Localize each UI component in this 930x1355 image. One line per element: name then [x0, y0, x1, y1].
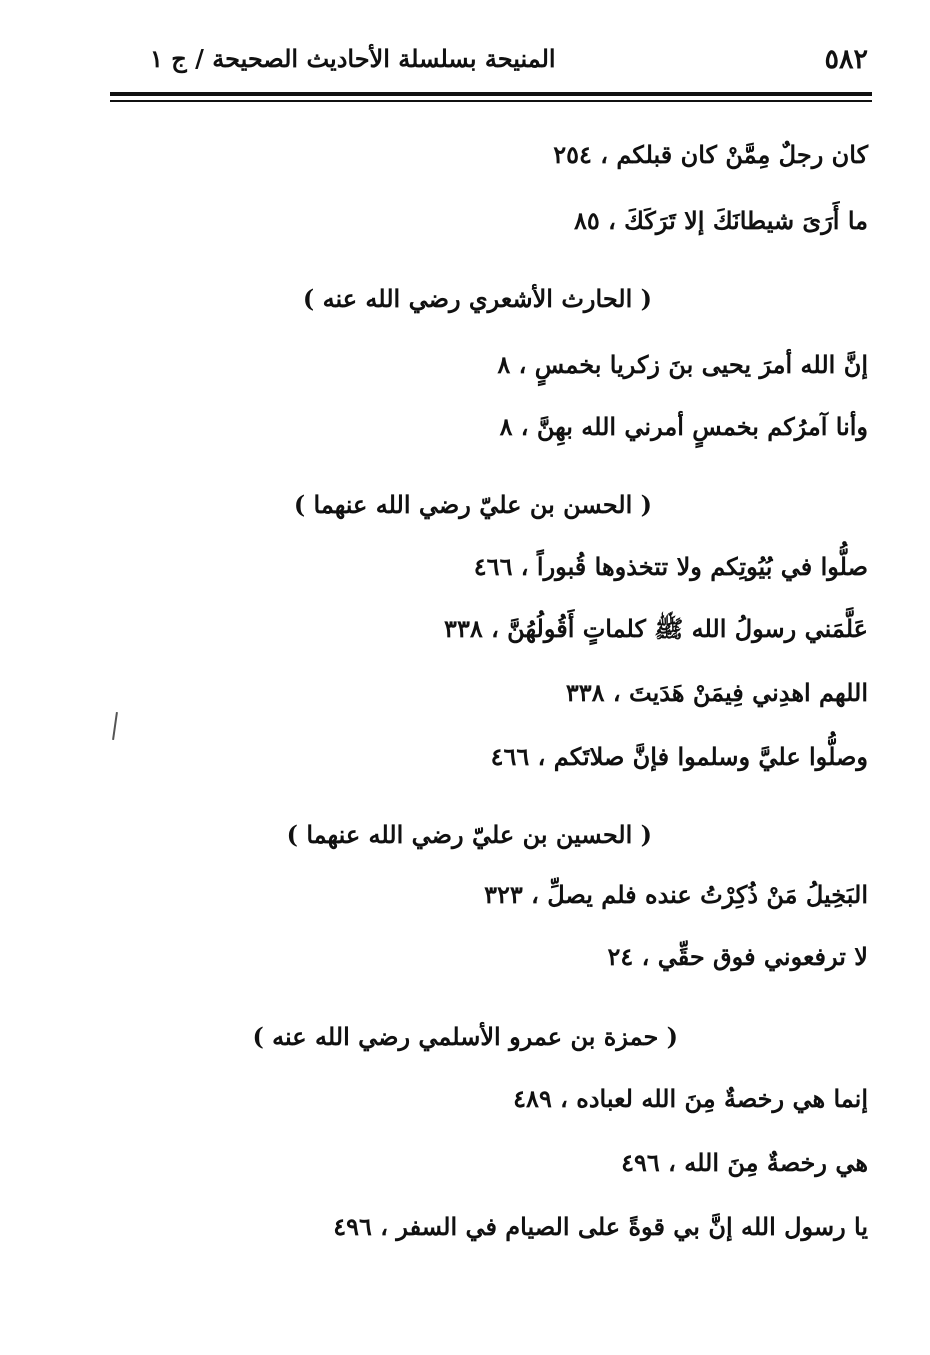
hadith-entry: هي رخصةٌ مِنَ الله ، ٤٩٦ [621, 1148, 868, 1177]
narrator-heading: ( حمزة بن عمرو الأسلمي رضي الله عنه ) [252, 1022, 678, 1051]
page-number: ٥٨٢ [824, 44, 868, 75]
scan-mark [112, 712, 118, 740]
hadith-entry: عَلَّمَني رسولُ الله ﷺ كلماتٍ أَقُولُهُنَّ ، ٣٣٨ [444, 614, 868, 643]
hadith-entry: صلُّوا في بُيُوتِكم ولا تتخذوها قُبوراً ، ٤٦٦ [473, 552, 868, 581]
hadith-entry: ما أَرَىَ شيطانَكَ إلا تَرَكَكَ ، ٨٥ [573, 206, 868, 235]
hadith-entry: كان رجلٌ مِمَّنْ كان قبلكم ، ٢٥٤ [553, 140, 868, 169]
book-title: المنيحة بسلسلة الأحاديث الصحيحة / ج ١ [150, 44, 556, 73]
hadith-entry: يا رسول الله إنَّ بي قوةً على الصيام في السفر ، ٤٩٦ [333, 1212, 868, 1241]
hadith-entry: وصلُّوا عليَّ وسلموا فإنَّ صلاتَكم ، ٤٦٦ [490, 742, 868, 771]
narrator-heading: ( الحسن بن عليّ رضي الله عنهما ) [293, 490, 652, 519]
header-rule-thick [110, 92, 872, 96]
hadith-entry: إنما هي رخصةٌ مِنَ الله لعباده ، ٤٨٩ [513, 1084, 868, 1113]
narrator-heading: ( الحسين بن عليّ رضي الله عنهما ) [286, 820, 652, 849]
narrator-heading: ( الحارث الأشعري رضي الله عنه ) [302, 284, 652, 313]
hadith-entry: وأنا آمرُكم بخمسٍ أمرني الله بهِنَّ ، ٨ [499, 412, 868, 441]
hadith-entry: البَخِيلُ مَنْ ذُكِرْتُ عنده فلم يصلِّ ، ٣٢٣ [484, 880, 868, 909]
hadith-entry: إنَّ الله أمرَ يحيى بنَ زكريا بخمسٍ ، ٨ [497, 350, 868, 379]
page-header [110, 30, 868, 92]
hadith-entry: لا ترفعوني فوق حقِّي ، ٢٤ [607, 942, 868, 971]
hadith-entry: اللهم اهدِني فِيمَنْ هَدَيتَ ، ٣٣٨ [565, 678, 868, 707]
header-rule-thin [110, 100, 872, 102]
